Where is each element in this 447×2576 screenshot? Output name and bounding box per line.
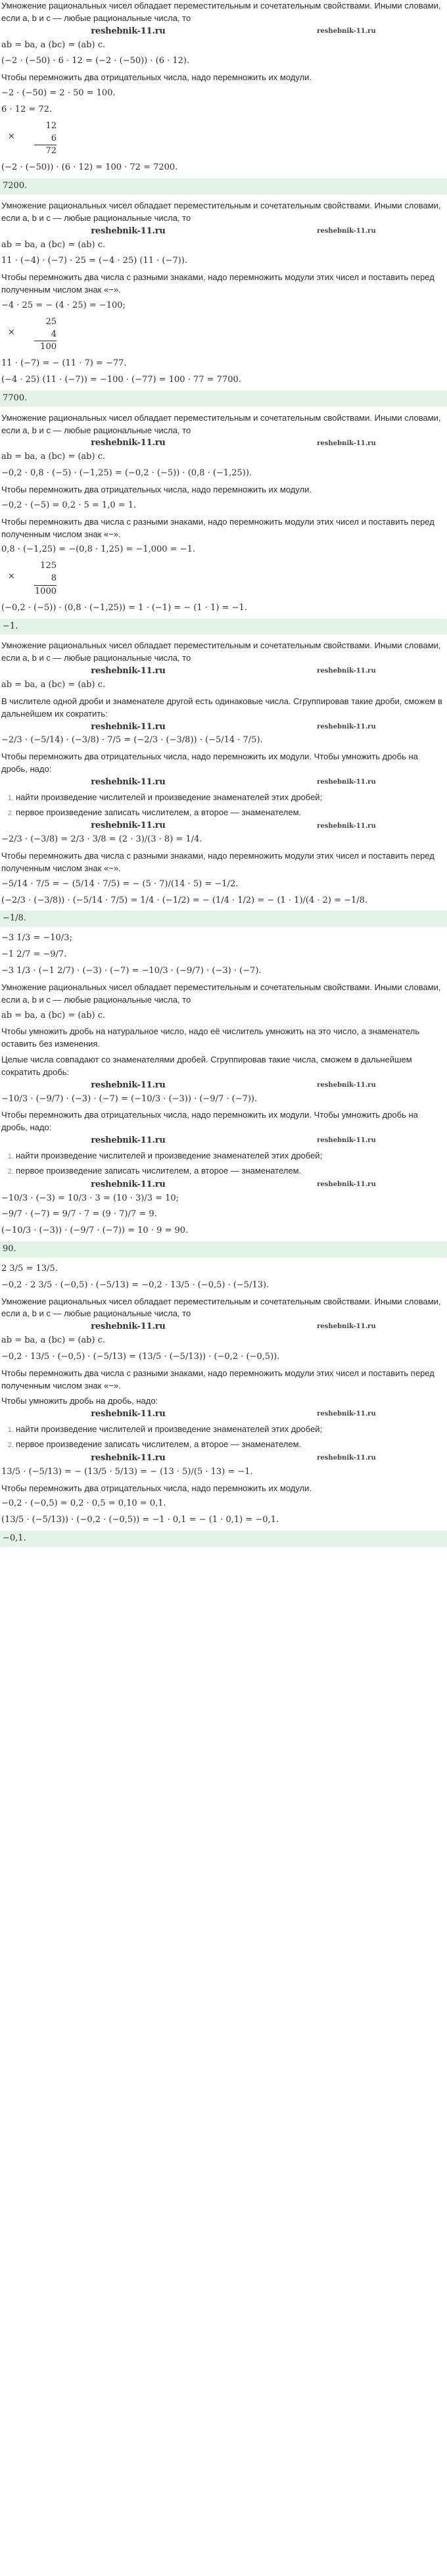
watermark-row [1, 1135, 446, 1147]
paragraph-text: Чтобы умножить дробь на дробь, надо: [1, 1396, 158, 1406]
answer-bar: −1/8. [0, 911, 447, 927]
watermark-row [1, 1408, 446, 1421]
paragraph-text: Чтобы перемножить два числа с разными знаками, надо перемножить модули этих чисел и поставить перед полученным числом знак «−». [1, 516, 435, 539]
math-expression: (−2 · (−50)) · (6 · 12) = 100 · 72 = 7200. [1, 162, 178, 173]
math-expression: 6 · 12 = 72. [1, 104, 53, 114]
top-factor: 125 [40, 561, 57, 571]
column-multiplication [1, 316, 446, 354]
answer-bar: 7200. [0, 178, 447, 195]
math-expression: −4 · 25 = − (4 · 25) = −100; [1, 300, 126, 310]
paragraph-text: Умножение рациональных чисел обладает переместительным и сочетательным свойствами. Иными словами, если a, b и c — любые рациональные числа, то [1, 1296, 441, 1319]
watermark-text: reshebnik-11.ru [91, 821, 166, 831]
multiply-sign: × [8, 571, 15, 582]
math-expression: (−2/3 · (−3/8)) · (−5/14 · 7/5) = 1/4 · (−1/2) = − (1/4 · 1/2) = − (1 · 1)/(4 · 2) = −1/8. [1, 895, 368, 905]
watermark-text: reshebnik-11.ru [91, 776, 166, 787]
watermark-text: reshebnik-11.ru [317, 1323, 376, 1331]
paragraph-text: Умножение рациональных чисел обладает переместительным и сочетательным свойствами. Иными словами, если a, b и c — любые рациональные числа, то [1, 200, 441, 223]
math-expression: (−2 · (−50) · 6 · 12 = (−2 · (−50)) · (6 · 12). [1, 56, 190, 66]
math-expression: 13/5 · (−5/13) = − (13/5 · 5/13) = − (13 · 5)/(5 · 13) = −1. [1, 1466, 253, 1477]
watermark-text: reshebnik-11.ru [317, 439, 376, 447]
watermark-text: reshebnik-11.ru [91, 721, 166, 732]
bottom-factor: 8 [51, 573, 57, 584]
answer-bar: −1. [0, 619, 447, 635]
product-result: 100 [40, 342, 57, 352]
watermark-text: reshebnik-11.ru [317, 1137, 376, 1145]
math-expression: −0,2 · (−5) = 0,2 · 5 = 1,0 = 1. [1, 500, 137, 510]
math-expression: −10/3 · (−3) = 10/3 · 3 = (10 · 3)/3 = 10; [1, 1193, 179, 1203]
paragraph-text: Чтобы перемножить два отрицательных числа, надо перемножить их модули. [1, 1483, 312, 1493]
math-expression: (−0,2 · (−5)) · (0,8 · (−1,25)) = 1 · (−1) = − (1 · 1) = −1. [1, 602, 247, 613]
step-item: 2. первое произведение записать числителем, а второе — знаменателем. [16, 807, 446, 819]
watermark-text: reshebnik-11.ru [91, 1080, 166, 1090]
watermark-row [1, 26, 446, 38]
math-expression: −0,2 · 2 3/5 · (−0,5) · (−5/13) = −0,2 · 13/5 · (−0,5) · (−5/13). [1, 1279, 270, 1290]
watermark-row [1, 1080, 446, 1092]
watermark-text: reshebnik-11.ru [317, 1454, 376, 1462]
math-expression: ab = ba, a (bc) = (ab) c. [1, 1010, 106, 1020]
watermark-row [1, 721, 446, 734]
math-expression: 0,8 · (−1,25) = −(0,8 · 1,25) = −1,000 = −1. [1, 544, 195, 555]
math-expression: (13/5 · (−5/13)) · (−0,2 · (−0,5)) = −1 · 0,1 = − (1 · 0,1) = −0,1. [1, 1515, 279, 1525]
watermark-text: reshebnik-11.ru [317, 1410, 376, 1418]
math-expression: ab = ba, a (bc) = (ab) c. [1, 679, 106, 690]
math-expression: −10/3 · (−9/7) · (−3) · (−7) = (−10/3 · (−3)) · (−9/7 · (−7)). [1, 1093, 258, 1104]
watermark-text: reshebnik-11.ru [91, 1135, 166, 1146]
step-item: 1. найти произведение числителей и произведение знаменателей этих дробей; [16, 1150, 446, 1162]
watermark-text: reshebnik-11.ru [317, 27, 376, 35]
paragraph-text: Умножение рациональных чисел обладает переместительным и сочетательным свойствами. Иными словами, если a, b и c — любые рациональные числа, то [1, 982, 441, 1005]
paragraph-text: Чтобы умножить дробь на натуральное число, надо её числитель умножить на это число, а знаменатель оставить без изменения. [1, 1026, 420, 1049]
paragraph-text: Умножение рациональных чисел обладает переместительным и сочетательным свойствами. Иными словами, если a, b и c — любые рациональные числа, то [1, 1, 441, 23]
math-expression: (−4 · 25) (11 · (−7)) = −100 · (−77) = 100 · 77 = 7700. [1, 375, 241, 385]
paragraph-text: Чтобы перемножить два отрицательных числа, надо перемножить их модули. [1, 485, 312, 494]
paragraph-text: Умножение рациональных чисел обладает переместительным и сочетательным свойствами. Иными словами, если a, b и c — любые рациональные числа, то [1, 412, 441, 435]
math-expression: −0,2 · (−0,5) = 0,2 · 0,5 = 0,10 = 0,1. [1, 1498, 166, 1509]
math-expression: 11 · (−7) = − (11 · 7) = −77. [1, 358, 127, 369]
paragraph-text: Целые числа совпадают со знаменателями дробей. Сгруппировав такие числа, сможем в дальнейшем сократить дробь: [1, 1055, 412, 1077]
math-expression: ab = ba, a (bc) = (ab) c. [1, 1335, 106, 1346]
watermark-row [1, 1321, 446, 1333]
paragraph-text: Умножение рациональных чисел обладает переместительным и сочетательным свойствами. Иными словами, если a, b и c — любые рациональные числа, то [1, 640, 441, 663]
watermark-text: reshebnik-11.ru [317, 227, 376, 235]
math-expression: −0,2 · 13/5 · (−0,5) · (−5/13) = (13/5 · (−5/13)) · (−0,2 · (−0,5)). [1, 1351, 280, 1362]
math-expression: −5/14 · 7/5 = − (5/14 · 7/5) = − (5 · 7)/(14 · 5) = −1/2. [1, 878, 239, 889]
steps-list [1, 792, 446, 819]
bottom-factor: 6 [51, 133, 57, 143]
watermark-row [1, 1452, 446, 1465]
math-expression: 2 3/5 = 13/5. [1, 1263, 58, 1274]
watermark-text: reshebnik-11.ru [317, 822, 376, 830]
solution-block [0, 412, 447, 615]
math-expression: −1 2/7 = −9/7. [1, 949, 67, 960]
step-item: 1. найти произведение числителей и произведение знаменателей этих дробей; [16, 1423, 446, 1436]
step-item: 2. первое произведение записать числителем, а второе — знаменателем. [16, 1439, 446, 1451]
paragraph-text: Чтобы перемножить два числа с разными знаками, надо перемножить модули этих чисел и поставить перед полученным числом знак «−». [1, 272, 435, 295]
math-expression: ab = ba, a (bc) = (ab) c. [1, 39, 106, 50]
paragraph-text: Чтобы перемножить два отрицательных числа, надо перемножить их модули. Чтобы умножить дробь на дробь, надо: [1, 1110, 418, 1133]
column-numbers [34, 120, 57, 158]
product-result: 1000 [34, 586, 57, 596]
watermark-text: reshebnik-11.ru [91, 438, 166, 448]
watermark-text: reshebnik-11.ru [91, 26, 166, 36]
math-expression: 11 · (−4) · (−7) · 25 = (−4 · 25) (11 · (−7)). [1, 256, 187, 266]
math-expression: −0,2 · 0,8 · (−5) · (−1,25) = (−0,2 · (−5)) · (0,8 · (−1,25)). [1, 468, 252, 479]
solution-block [0, 640, 447, 907]
math-expression: −2/3 · (−5/14) · (−3/8) · 7/5 = (−2/3 · (−3/8)) · (−5/14 · 7/5). [1, 735, 263, 746]
column-numbers [34, 316, 57, 354]
paragraph-text: Чтобы перемножить два отрицательных числа, надо перемножить их модули. Чтобы умножить дробь на дробь, надо: [1, 751, 418, 775]
column-multiplication [1, 560, 446, 598]
multiply-sign: × [8, 131, 15, 141]
watermark-row [1, 437, 446, 450]
step-item: 2. первое произведение записать числителем, а второе — знаменателем. [16, 1165, 446, 1178]
math-expression: (−10/3 · (−3)) · (−9/7 · (−7)) = 10 · 9 = 90. [1, 1226, 189, 1236]
watermark-text: reshebnik-11.ru [91, 1409, 166, 1419]
paragraph-text: В числителе одной дроби и знаменателе другой есть одинаковые числа. Сгруппировав такие дроби, сможем в дальнейшем их сократить: [1, 696, 442, 719]
top-factor: 25 [45, 316, 57, 327]
watermark-text: reshebnik-11.ru [317, 1180, 376, 1188]
solution-block [0, 932, 447, 1237]
watermark-text: reshebnik-11.ru [317, 667, 376, 675]
math-expression: −2/3 · (−3/8) = 2/3 · 3/8 = (2 · 3)/(3 · 8) = 1/4. [1, 834, 202, 845]
product-result: 72 [45, 146, 57, 156]
top-factor: 12 [45, 120, 57, 131]
watermark-row [1, 820, 446, 832]
watermark-text: reshebnik-11.ru [317, 723, 376, 730]
watermark-text: reshebnik-11.ru [317, 778, 376, 786]
math-expression: −2 · (−50) = 2 · 50 = 100. [1, 88, 116, 99]
multiply-sign: × [8, 327, 15, 337]
steps-list [1, 1150, 446, 1178]
answer-bar: 90. [0, 1241, 447, 1258]
column-multiplication [1, 120, 446, 158]
math-expression: −3 1/3 · (−1 2/7) · (−3) · (−7) = −10/3 · (−9/7) · (−3) · (−7). [1, 966, 262, 976]
math-expression: ab = ba, a (bc) = (ab) c. [1, 452, 106, 462]
watermark-row [1, 1179, 446, 1191]
solution-block [0, 0, 447, 174]
watermark-text: reshebnik-11.ru [91, 1452, 166, 1463]
step-item: 1. найти произведение числителей и произведение знаменателей этих дробей; [16, 792, 446, 804]
watermark-row [1, 665, 446, 678]
math-expression: −3 1/3 = −10/3; [1, 933, 72, 943]
paragraph-text: Чтобы перемножить два отрицательных числа, надо перемножить их модули. [1, 72, 312, 83]
paragraph-text: Чтобы перемножить два числа с разными знаками, надо перемножить модули этих чисел и поставить перед полученным числом знак «−». [1, 1368, 435, 1391]
math-expression: ab = ba, a (bc) = (ab) c. [1, 239, 106, 250]
solution-block [0, 200, 447, 387]
math-expression: −9/7 · (−7) = 9/7 · 7 = (9 · 7)/7 = 9. [1, 1209, 157, 1220]
bottom-factor: 4 [51, 329, 57, 339]
watermark-text: reshebnik-11.ru [91, 1179, 166, 1189]
steps-list [1, 1423, 446, 1451]
watermark-row [1, 776, 446, 789]
paragraph-text: Чтобы перемножить два числа с разными знаками, надо перемножить модули этих чисел и поставить перед полученным числом знак «−». [1, 851, 435, 873]
watermark-row [1, 226, 446, 238]
watermark-text: reshebnik-11.ru [317, 1081, 376, 1089]
solution-block [0, 1263, 447, 1527]
answer-bar: −0,1. [0, 1531, 447, 1547]
watermark-text: reshebnik-11.ru [91, 1322, 166, 1332]
answer-bar: 7700. [0, 391, 447, 407]
watermark-text: reshebnik-11.ru [91, 666, 166, 677]
column-numbers [34, 560, 57, 598]
watermark-text: reshebnik-11.ru [91, 226, 166, 236]
